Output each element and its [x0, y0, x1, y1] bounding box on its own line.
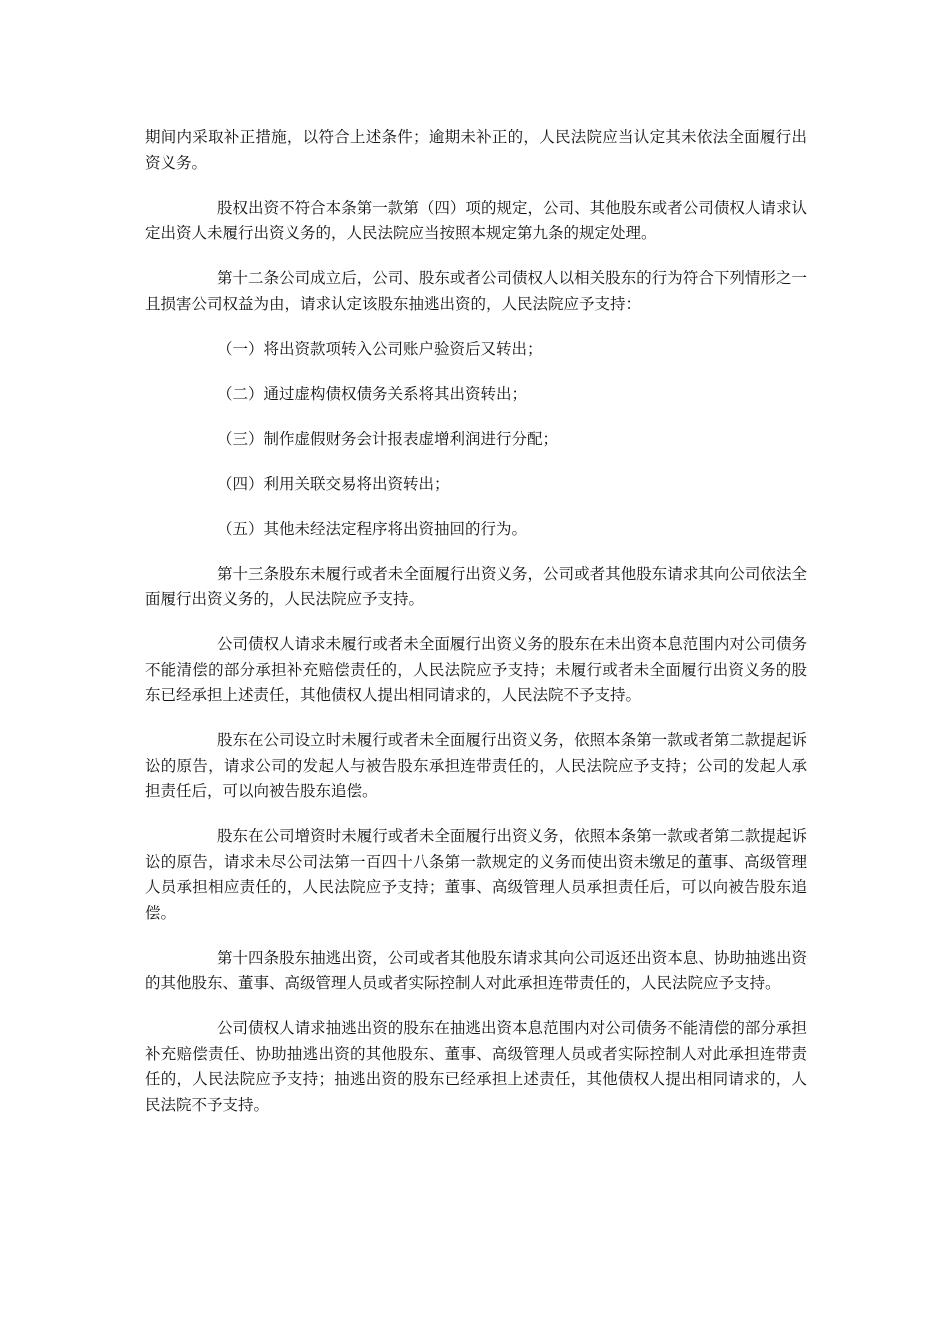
list-item: （三）制作虚假财务会计报表虚增利润进行分配；: [217, 429, 559, 448]
article-13-paragraph: 第十三条股东未履行或者未全面履行出资义务，公司或者其他股东请求其向公司依法全面履行出资义务的，人民法院应予支持。: [145, 564, 807, 608]
list-item: （五）其他未经法定程序将出资抽回的行为。: [217, 519, 528, 538]
paragraph: 股权出资不符合本条第一款第（四）项的规定，公司、其他股东或者公司债权人请求认定出资人未履行出资义务的，人民法院应当按照本规定第九条的规定处理。: [145, 198, 807, 242]
document-body: [145, 125, 807, 1138]
article-14-paragraph: 第十四条股东抽逃出资，公司或者其他股东请求其向公司返还出资本息、协助抽逃出资的其他股东、董事、高级管理人员或者实际控制人对此承担连带责任的，人民法院应予支持。: [145, 948, 807, 992]
list-item: （一）将出资款项转入公司账户验资后又转出；: [217, 339, 543, 358]
list-item: （二）通过虚构债权债务关系将其出资转出；: [217, 384, 528, 403]
paragraph: 公司债权人请求抽逃出资的股东在抽逃出资本息范围内对公司债务不能清偿的部分承担补充赔偿责任、协助抽逃出资的其他股东、董事、高级管理人员或者实际控制人对此承担连带责任的，人民法院应予支持；抽逃出资的股东已经承担上述责任，其他债权人提出相同请求的，人民法院不予支持。: [145, 1019, 807, 1114]
paragraph: 公司债权人请求未履行或者未全面履行出资义务的股东在未出资本息范围内对公司债务不能清偿的部分承担补充赔偿责任的，人民法院应予支持；未履行或者未全面履行出资义务的股东已经承担上述责任，其他债权人提出相同请求的，人民法院不予支持。: [145, 635, 807, 704]
article-12-paragraph: 第十二条公司成立后，公司、股东或者公司债权人以相关股东的行为符合下列情形之一且损害公司权益为由，请求认定该股东抽逃出资的，人民法院应予支持：: [145, 269, 807, 313]
paragraph: 股东在公司设立时未履行或者未全面履行出资义务，依照本条第一款或者第二款提起诉讼的原告，请求公司的发起人与被告股东承担连带责任的，人民法院应予支持；公司的发起人承担责任后，可以向被告股东追偿。: [145, 731, 807, 800]
paragraph: 股东在公司增资时未履行或者未全面履行出资义务，依照本条第一款或者第二款提起诉讼的原告，请求未尽公司法第一百四十八条第一款规定的义务而使出资未缴足的董事、高级管理人员承担相应责任的，人民法院应予支持；董事、高级管理人员承担责任后，可以向被告股东追偿。: [145, 827, 807, 922]
paragraph: 期间内采取补正措施，以符合上述条件；逾期未补正的，人民法院应当认定其未依法全面履行出资义务。: [145, 128, 807, 172]
list-item: （四）利用关联交易将出资转出；: [217, 474, 450, 493]
